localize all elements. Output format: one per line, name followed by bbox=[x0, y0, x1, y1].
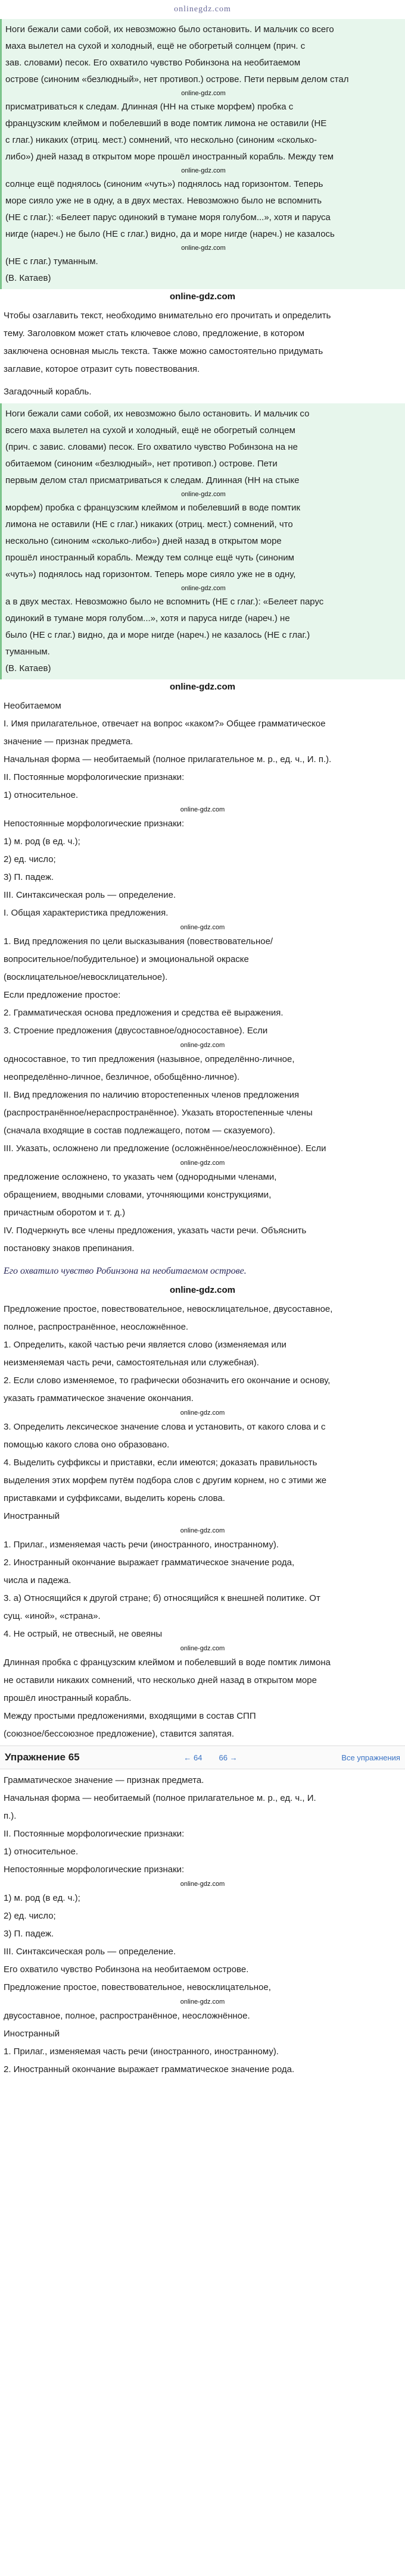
analysis-line: 1) относительное. bbox=[4, 790, 79, 800]
watermark: online-gdz.com bbox=[180, 1527, 225, 1534]
analysis-line: I. Имя прилагательное, отвечает на вопрос «каком?» Общее грамматическое bbox=[4, 719, 326, 729]
analysis-line: Предложение простое, повествовательное, невосклицательное, bbox=[4, 1982, 271, 1992]
instruction-line: тему. Заголовком может стать ключевое слово, предложение, в котором bbox=[4, 328, 305, 339]
analysis-line: 2. Иностранный окончание выражает грамматическое значение рода. bbox=[4, 2064, 295, 2074]
text-line: нигде (нареч.) не было (НЕ с глаг.) видно, да и море нигде (нареч.) не казалось bbox=[5, 229, 335, 239]
instruction-block bbox=[0, 305, 405, 381]
watermark: online-gdz.com bbox=[181, 491, 226, 498]
watermark: online-gdz.com bbox=[170, 292, 235, 302]
analysis-line: II. Вид предложения по наличию второстепенных членов предложения bbox=[4, 1090, 300, 1100]
analysis-block-3 bbox=[0, 1769, 405, 2081]
text-block-2 bbox=[0, 403, 405, 679]
analysis-line: 4. Не острый, не отвесный, не овеяны bbox=[4, 1629, 163, 1639]
analysis-line: значение — признак предмета. bbox=[4, 737, 133, 747]
analysis-line: Его охватило чувство Робинзона на необитаемом острове. bbox=[4, 1964, 249, 1975]
watermark: online-gdz.com bbox=[180, 1042, 225, 1049]
analysis-line: III. Синтаксическая роль — определение. bbox=[4, 1947, 176, 1957]
title-block bbox=[0, 381, 405, 403]
text-line: одинокий в тумане моря голубом...», хотя и паруса нигде (нареч.) не bbox=[5, 613, 290, 623]
analysis-line: двусоставное, полное, распространённое, неосложнённое. bbox=[4, 2011, 250, 2021]
text-line: туманным. bbox=[5, 647, 50, 657]
analysis-line: Грамматическое значение — признак предмета. bbox=[4, 1775, 204, 1785]
analysis-line: 2) ед. число; bbox=[4, 1911, 56, 1921]
site-header bbox=[0, 0, 405, 19]
watermark: online-gdz.com bbox=[180, 806, 225, 813]
text-line: Ноги бежали сами собой, их невозможно было остановить. И мальчик со bbox=[5, 409, 310, 419]
analysis-line: п.). bbox=[4, 1811, 17, 1821]
example-block bbox=[0, 1260, 405, 1283]
analysis-line: II. Постоянные морфологические признаки: bbox=[4, 772, 185, 782]
text-line: первым делом стал присматриваться к следам. Длинная (НН на стыке bbox=[5, 475, 300, 485]
analysis-line: 2. Грамматическая основа предложения и средства её выражения. bbox=[4, 1008, 284, 1018]
analysis-line: IV. Подчеркнуть все члены предложения, указать части речи. Объяснить bbox=[4, 1226, 307, 1236]
watermark: online-gdz.com bbox=[180, 1409, 225, 1417]
analysis-line: 4. Выделить суффиксы и приставки, если имеются; доказать правильность bbox=[4, 1458, 317, 1468]
text-line: зав. словами) песок. Его охватило чувство Робинзона на необитаемом bbox=[5, 58, 301, 68]
text-block-1 bbox=[0, 19, 405, 289]
analysis-line: предложение осложнено, то указать чем (однородными членами, bbox=[4, 1172, 277, 1182]
analysis-line: приставками и суффиксами, выделить корень слова. bbox=[4, 1493, 225, 1503]
all-exercises-link[interactable]: Все упражнения bbox=[341, 1753, 400, 1762]
analysis-line: Если предложение простое: bbox=[4, 990, 121, 1000]
analysis-line: Длинная пробка с французским клеймом и побелевший в воде помтик лимона bbox=[4, 1657, 331, 1668]
analysis-line: III. Указать, осложнено ли предложение (осложнённое/неосложнённое). Если bbox=[4, 1143, 326, 1154]
analysis-line: причастным оборотом и т. д.) bbox=[4, 1208, 126, 1218]
watermark: online-gdz.com bbox=[181, 245, 226, 252]
analysis-line: (союзное/бессоюзное предложение), ставится запятая. bbox=[4, 1729, 235, 1739]
site-logo[interactable]: onlinegdz.com bbox=[174, 5, 231, 14]
analysis-line: 3. Строение предложения (двусоставное/односоставное). Если bbox=[4, 1026, 268, 1036]
text-line: (НЕ с глаг.): «Белеет парус одинокий в тумане моря голубом...», хотя и парусa bbox=[5, 212, 331, 222]
title-label: Загадочный корабль. bbox=[4, 387, 92, 397]
text-line: французским клеймом и побелевший в воде помтик лимона не оставили (НЕ bbox=[5, 118, 327, 129]
watermark: online-gdz.com bbox=[181, 167, 226, 174]
analysis-line: числа и падежа. bbox=[4, 1575, 71, 1585]
analysis-line: сущ. «иной», «страна». bbox=[4, 1611, 101, 1621]
analysis-line: Между простыми предложениями, входящими в состав СПП bbox=[4, 1711, 256, 1721]
example-sentence: Его охватило чувство Робинзона на необитаемом острове. bbox=[4, 1266, 247, 1276]
analysis-line: неизменяемая часть речи, самостоятельная или служебная). bbox=[4, 1358, 259, 1368]
text-line: с глаг.) никаких (отриц. мест.) сомнений, что нескольно (синоним «сколько- bbox=[5, 135, 317, 145]
analysis-line: I. Общая характеристика предложения. bbox=[4, 908, 169, 918]
analysis-line: II. Постоянные морфологические признаки: bbox=[4, 1829, 185, 1839]
watermark: online-gdz.com bbox=[181, 90, 226, 97]
analysis-line: III. Синтаксическая роль — определение. bbox=[4, 890, 176, 900]
text-line: нескольно (синоним «сколько-либо») дней назад в открытом море bbox=[5, 536, 282, 546]
watermark: online-gdz.com bbox=[170, 1285, 235, 1295]
analysis-line: 3) П. падеж. bbox=[4, 872, 54, 882]
text-line: (В. Катаев) bbox=[5, 273, 51, 283]
analysis-line: Иностранный bbox=[4, 2029, 60, 2039]
analysis-line: 1. Прилаг., изменяемая часть речи (иностранного, иностранному). bbox=[4, 1540, 279, 1550]
analysis-line: помощью какого слова оно образовано. bbox=[4, 1440, 170, 1450]
analysis-line: выделения этих морфем путём подбора слов с другим корнем, но с этими же bbox=[4, 1475, 327, 1486]
analysis-block bbox=[0, 695, 405, 1260]
analysis-line: не оставили никаких сомнений, что несколько дней назад в открытом море bbox=[4, 1675, 317, 1685]
analysis-line: Непостоянные морфологические признаки: bbox=[4, 1864, 185, 1875]
text-line: присматриваться к следам. Длинная (НН на стыке морфем) пробка с bbox=[5, 102, 294, 112]
instruction-line: заглавие, которое отразит суть повествования. bbox=[4, 364, 200, 374]
prev-exercise-button[interactable]: ← 64 bbox=[183, 1753, 202, 1762]
analysis-line: постановку знаков препинания. bbox=[4, 1243, 135, 1253]
analysis-line: указать грамматическое значение окончания. bbox=[4, 1393, 194, 1403]
text-line: (В. Катаев) bbox=[5, 663, 51, 673]
analysis-block-2 bbox=[0, 1298, 405, 1745]
analysis-line: (восклицательное/невосклицательное). bbox=[4, 972, 168, 982]
text-line: море сияло уже не в одну, а в двух местах. Невозможно было не вспомнить bbox=[5, 196, 322, 206]
text-line: лимона не оставили (НЕ с глаг.) никаких (отриц. мест.) сомнений, что bbox=[5, 519, 293, 529]
analysis-line: неопределённо-личное, безличное, обобщённо-личное). bbox=[4, 1072, 240, 1082]
next-exercise-button[interactable]: 66 → bbox=[219, 1753, 238, 1762]
analysis-line: вопросительное/побудительное) и эмоциональной окраске bbox=[4, 954, 249, 964]
analysis-line: (распространённое/нераспространённое). Указать второстепенные члены bbox=[4, 1108, 313, 1118]
text-line: всего маха вылетел на сухой и холодный, ещё не обогретый солнцем bbox=[5, 425, 295, 435]
text-line: прошёл иностранный корабль. Между тем солнце ещё чуть (синоним bbox=[5, 553, 294, 563]
analysis-line: Предложение простое, повествовательное, невосклицательное, двусоставное, bbox=[4, 1304, 333, 1314]
text-line: солнце ещё поднялось (синоним «чуть») поднялось над горизонтом. Теперь bbox=[5, 179, 323, 189]
analysis-line: 1. Определить, какой частью речи является слово (изменяемая или bbox=[4, 1340, 286, 1350]
analysis-line: 2) ед. число; bbox=[4, 854, 56, 864]
analysis-line: 3) П. падеж. bbox=[4, 1929, 54, 1939]
text-line: (НЕ с глаг.) туманным. bbox=[5, 256, 98, 267]
watermark: online-gdz.com bbox=[181, 585, 226, 592]
analysis-line: 1) относительное. bbox=[4, 1847, 79, 1857]
text-line: острове (синоним «безлюдный», нет противоп.) острове. Пети первым делом стал bbox=[5, 74, 349, 84]
watermark: online-gdz.com bbox=[180, 1159, 225, 1167]
analysis-line: 1. Вид предложения по цели высказывания (повествовательное/ bbox=[4, 936, 273, 947]
instruction-line: заключена основная мысль текста. Также можно самостоятельно придумать bbox=[4, 346, 323, 356]
analysis-line: (сначала входящие в состав подлежащего, потом — сказуемого). bbox=[4, 1126, 276, 1136]
pager-buttons bbox=[177, 1752, 243, 1763]
text-line: Ноги бежали сами собой, их невозможно было остановить. И мальчик со всего bbox=[5, 24, 334, 35]
text-line: морфем) пробка с французским клеймом и побелевший в воде помтик bbox=[5, 503, 301, 513]
analysis-line: Непостоянные морфологические признаки: bbox=[4, 819, 185, 829]
analysis-line: Иностранный bbox=[4, 1511, 60, 1521]
watermark: online-gdz.com bbox=[180, 1645, 225, 1652]
analysis-line: 1) м. род (в ед. ч.); bbox=[4, 836, 80, 847]
text-line: «чуть») поднялось над горизонтом. Теперь море сияло уже не в одну, bbox=[5, 569, 296, 579]
analysis-line: обращением, вводными словами, уточняющими конструкциями, bbox=[4, 1190, 272, 1200]
text-line: маха вылетел на сухой и холодный, ещё не обогретый солнцем (прич. с bbox=[5, 41, 306, 51]
analysis-line: односоставное, то тип предложения (назывное, определённо-личное, bbox=[4, 1054, 295, 1064]
analysis-line: 3. а) Относящийся к другой стране; б) относящийся к внешней политике. От bbox=[4, 1593, 320, 1603]
exercise-title: Упражнение 65 bbox=[5, 1751, 80, 1763]
watermark: online-gdz.com bbox=[180, 1881, 225, 1888]
analysis-line: Начальная форма — необитаемый (полное прилагательное м. р., ед. ч., И. bbox=[4, 1793, 316, 1803]
exercise-pager bbox=[0, 1745, 405, 1769]
analysis-line: полное, распространённое, неосложнённое. bbox=[4, 1322, 189, 1332]
analysis-line: прошёл иностранный корабль. bbox=[4, 1693, 132, 1703]
text-line: (прич. с завис. словами) песок. Его охватило чувство Робинзона на не bbox=[5, 442, 298, 452]
analysis-line: 3. Определить лексическое значение слова и установить, от какого слова и с bbox=[4, 1422, 326, 1432]
analysis-line: Необитаемом bbox=[4, 701, 61, 711]
analysis-line: 2. Если слово изменяемое, то графически обозначить его окончание и основу, bbox=[4, 1375, 331, 1386]
watermark: online-gdz.com bbox=[180, 1998, 225, 2005]
analysis-line: 1. Прилаг., изменяемая часть речи (иностранного, иностранному). bbox=[4, 2047, 279, 2057]
text-line: либо») дней назад в открытом море прошёл иностранный корабль. Между тем bbox=[5, 152, 334, 162]
analysis-line: 1) м. род (в ед. ч.); bbox=[4, 1893, 80, 1903]
instruction-line: Чтобы озаглавить текст, необходимо внимательно его прочитать и определить bbox=[4, 311, 331, 321]
text-line: а в двух местах. Невозможно было не вспомнить (НЕ с глаг.): «Белеет парус bbox=[5, 597, 324, 607]
analysis-line: Начальная форма — необитаемый (полное прилагательное м. р., ед. ч., И. п.). bbox=[4, 754, 332, 764]
text-line: обитаемом (синоним «безлюдный», нет противоп.) острове. Пети bbox=[5, 459, 278, 469]
watermark: online-gdz.com bbox=[170, 682, 235, 692]
text-line: было (НЕ с глаг.) видно, да и море нигде (нареч.) не казалось (НЕ с глаг.) bbox=[5, 630, 310, 640]
analysis-line: 2. Иностранный окончание выражает грамматическое значение рода, bbox=[4, 1557, 295, 1568]
watermark: online-gdz.com bbox=[180, 924, 225, 931]
